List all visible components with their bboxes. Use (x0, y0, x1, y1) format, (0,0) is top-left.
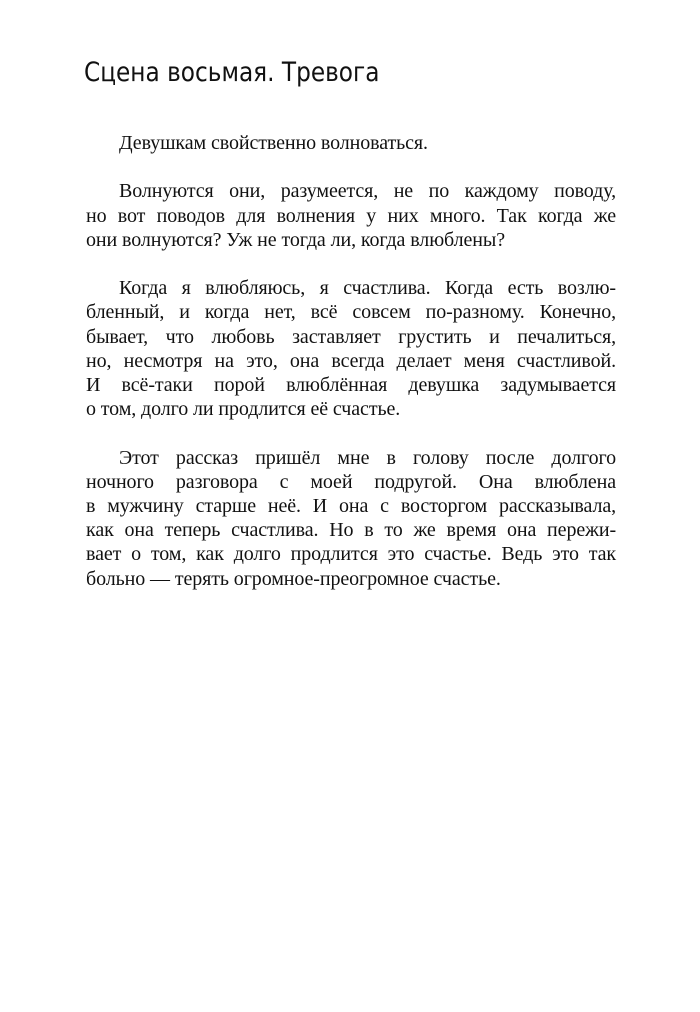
text-line: но вот поводов для волнения у них много. Так когда же (86, 204, 616, 227)
text-line: Когда я влюбляюсь, я счастлива. Когда есть возлю- (119, 277, 616, 300)
chapter-title: Сцена восьмая. Тревога (84, 57, 380, 88)
text-line: И всё-таки порой влюблённая девушка задумывается (86, 374, 616, 396)
text-line: они волнуются? Уж не тогда ли, когда влюблены? (86, 228, 505, 251)
text-line: вает о том, как долго продлится это счастье. Ведь это так (86, 543, 616, 566)
paragraph-4 (86, 446, 616, 591)
text-line: Этот рассказ пришёл мне в голову после долгого (119, 446, 616, 469)
paragraph-2 (86, 179, 616, 252)
text-line: но, несмотря на это, она всегда делает меня счастливой. (86, 349, 616, 372)
text-line: ночного разговора с моей подругой. Она влюблена (86, 470, 616, 493)
text-line: как она теперь счастлива. Но в то же время она пережи- (86, 519, 616, 542)
text-line: о том, долго ли продлится её счастье. (86, 398, 401, 421)
text-line: в мужчину старше неё. И она с восторгом рассказывала, (86, 495, 616, 517)
text-line: Девушкам свойственно волноваться. (119, 132, 428, 154)
paragraph-1 (86, 131, 616, 155)
body-text (86, 131, 616, 615)
text-line: Волнуются они, разумеется, не по каждому поводу, (119, 180, 616, 203)
text-line: бывает, что любовь заставляет грустить и печалиться, (86, 325, 616, 348)
paragraph-3 (86, 276, 616, 421)
text-line: бленный, и когда нет, всё совсем по-разному. Конечно, (86, 301, 616, 324)
text-line: больно — терять огромное-преогромное счастье. (86, 567, 501, 590)
